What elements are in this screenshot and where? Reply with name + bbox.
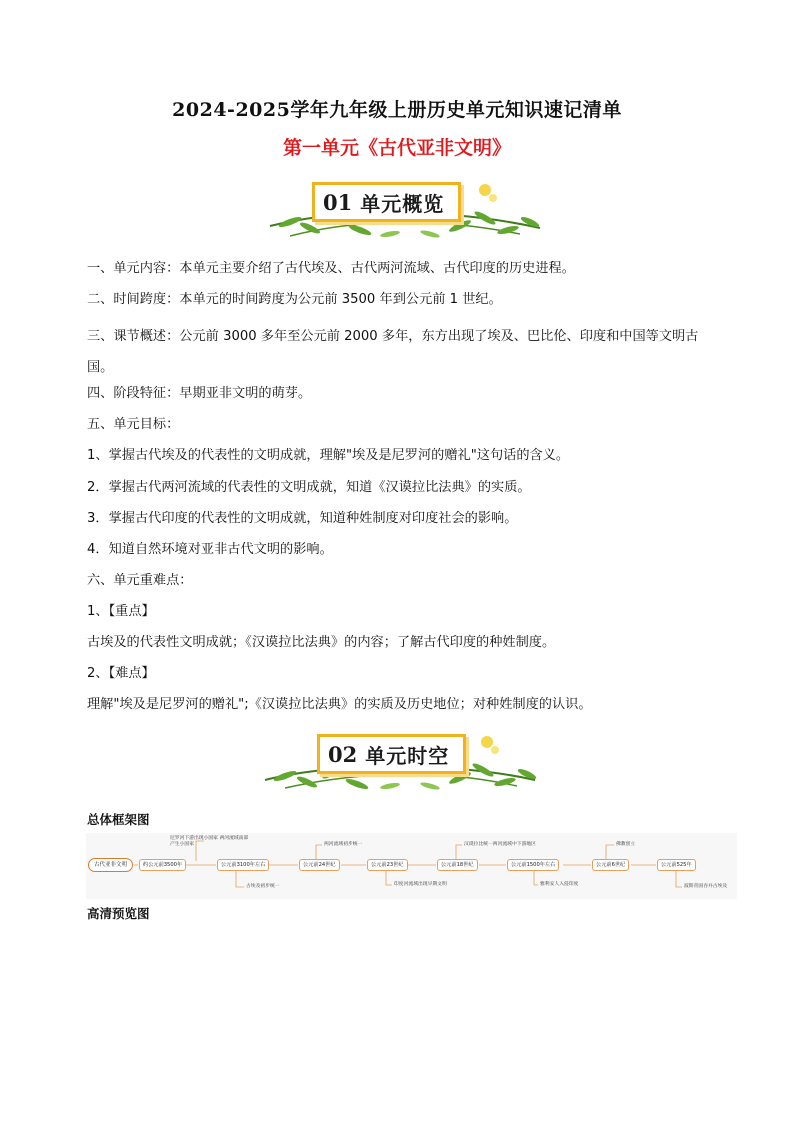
paragraph: 四、阶段特征：早期亚非文明的萌芽。	[87, 386, 312, 401]
section-banner-timespace	[255, 730, 555, 796]
paragraph: 六、单元重难点：	[87, 573, 193, 588]
preview-label: 高清预览图	[87, 906, 150, 921]
timeline-node: 公元前18世纪	[437, 859, 478, 871]
document-title: 2024-2025学年九年级上册历史单元知识速记清单	[172, 99, 622, 121]
section-heading: 单元时空	[365, 743, 450, 768]
timeline-node: 公元前24世纪	[299, 859, 340, 871]
timeline-note: 佛教创立	[616, 842, 636, 847]
timeline-note: 两河流域初步统一	[324, 842, 363, 847]
timeline-node: 公元前3100年左右	[217, 859, 269, 871]
section-badge	[312, 182, 461, 222]
goal-item: 1、掌握古代埃及的代表性的文明成就，理解"埃及是尼罗河的赠礼"这句话的含义。	[87, 448, 570, 463]
unit-title: 第一单元《古代亚非文明》	[282, 137, 511, 159]
key-point-text: 古埃及的代表性文明成就；《汉谟拉比法典》的内容；了解古代印度的种姓制度。	[87, 635, 556, 650]
section-number: 01	[323, 189, 353, 215]
paragraph: 二、时间跨度：本单元的时间跨度为公元前 3500 年到公元前 1 世纪。	[87, 292, 502, 307]
section-badge	[317, 734, 466, 774]
timeline-note: 波斯帝国吞并古埃及	[684, 884, 728, 889]
paragraph: 三、课节概述：公元前 3000 多年至公元前 2000 多年，东方出现了埃及、巴比伦、印度和中国等文明古国。	[87, 329, 699, 375]
paragraph: 一、单元内容：本单元主要介绍了古代埃及、古代两河流域、古代印度的历史进程。	[87, 261, 575, 276]
goal-item: 3．掌握古代印度的代表性的文明成就，知道种姓制度对印度社会的影响。	[87, 511, 518, 526]
difficulty-label: 2、【难点】	[87, 666, 155, 681]
timeline-note: 古埃及初步统一	[246, 884, 280, 889]
difficulty-text: 理解"埃及是尼罗河的赠礼";《汉谟拉比法典》的实质及历史地位；对种姓制度的认识。	[87, 697, 592, 712]
timeline-node: 公元前23世纪	[367, 859, 408, 871]
key-point-label: 1、【重点】	[87, 604, 155, 619]
section-number: 02	[328, 741, 358, 767]
section-heading: 单元概览	[360, 191, 445, 216]
timeline-note: 尼罗河下游出现小国家 两河流域南部 产生小国家	[170, 836, 249, 847]
goal-item: 4．知道自然环境对亚非古代文明的影响。	[87, 542, 333, 557]
framework-label: 总体框架图	[87, 812, 150, 827]
timeline-node: 公元前6世纪	[592, 859, 629, 871]
timeline-note: 汉谟拉比统一两河流域中下游地区	[464, 842, 536, 847]
timeline-node: 公元前1500年左右	[507, 859, 559, 871]
section-banner-overview	[250, 178, 550, 244]
goal-item: 2．掌握古代两河流域的代表性的文明成就，知道《汉谟拉比法典》的实质。	[87, 480, 531, 495]
paragraph: 五、单元目标：	[87, 417, 180, 432]
timeline-note: 雅利安人入侵印度	[540, 882, 579, 887]
timeline-note: 印度河流域出现早期文明	[394, 882, 447, 887]
framework-diagram	[86, 833, 737, 899]
timeline-node: 约公元前3500年	[139, 859, 186, 871]
timeline-root: 古代亚非文明	[88, 858, 133, 872]
timeline-node: 公元前525年	[657, 859, 696, 871]
